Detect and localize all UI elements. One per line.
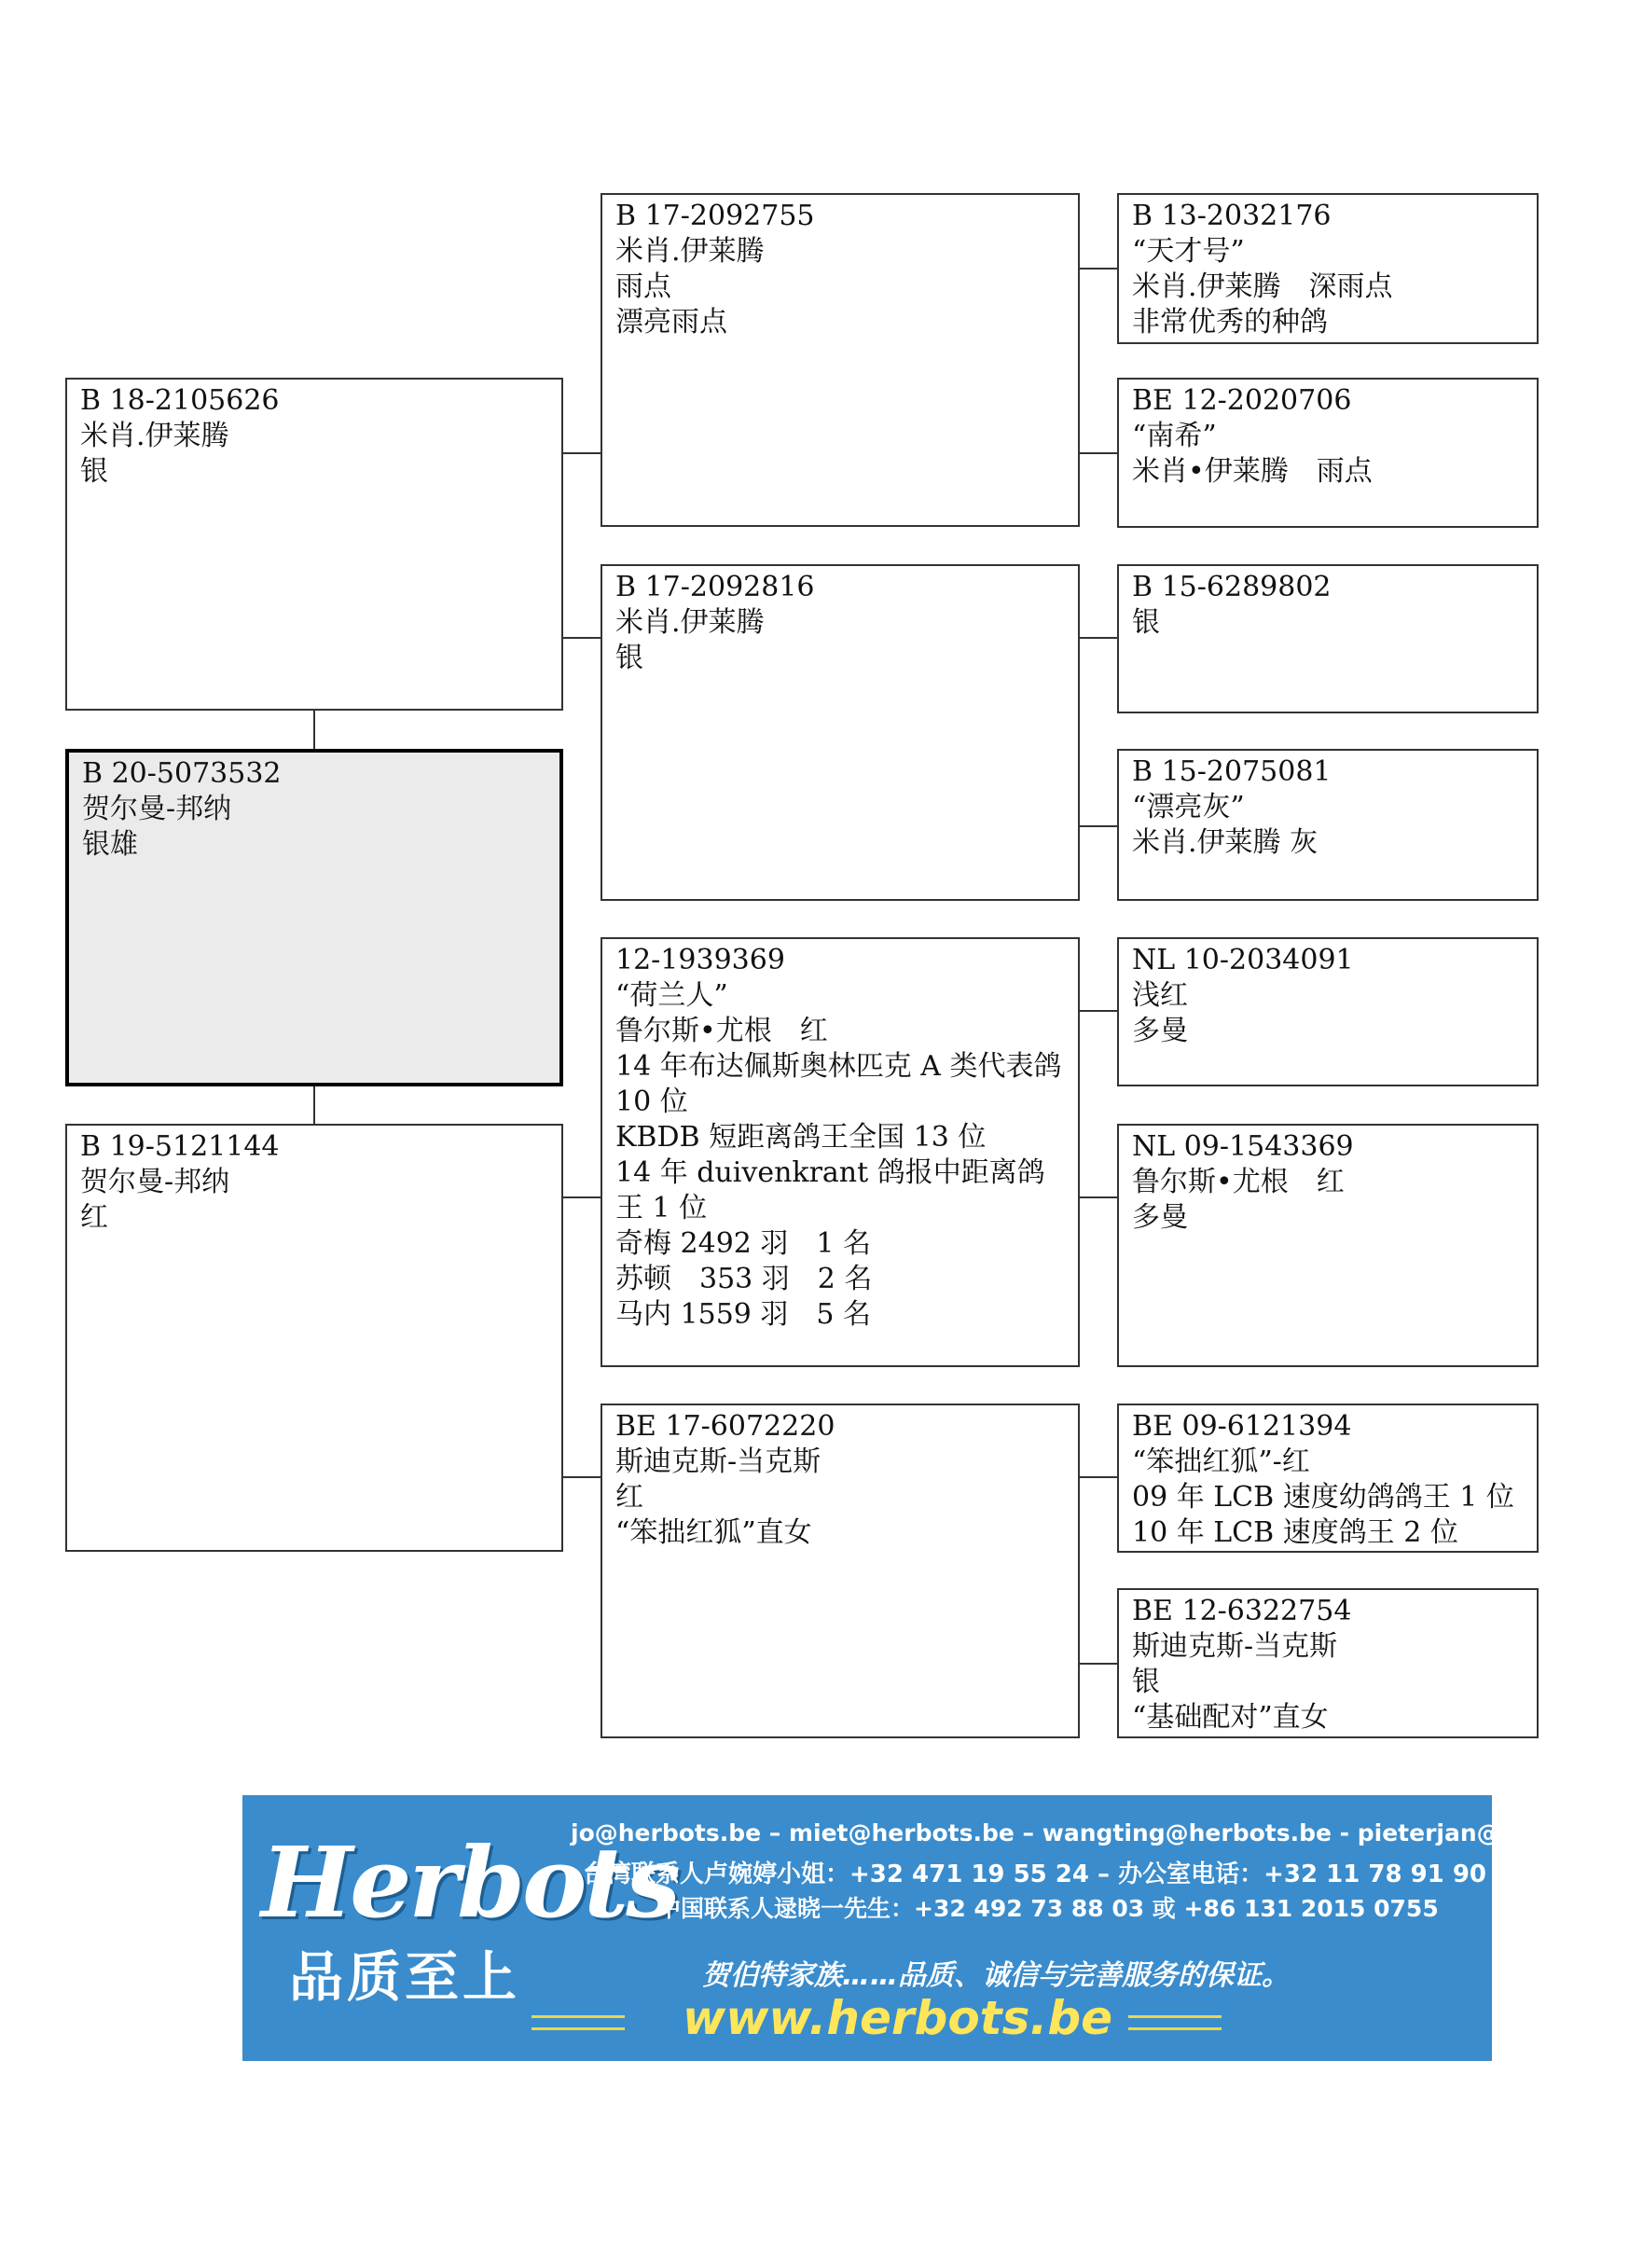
sire-box <box>65 378 563 711</box>
decorative-line <box>532 2015 625 2030</box>
sd-dam-breeder: 米肖.伊莱腾 灰 <box>1132 826 1319 859</box>
connector-line <box>313 1086 315 1124</box>
sire-sire-ring: B 17-2092755 <box>615 200 815 232</box>
dam-sire-box <box>601 937 1080 1367</box>
dd-dam-breeder: 斯迪克斯-当克斯 <box>1132 1630 1338 1663</box>
dd-sire-achievement: 10 年 LCB 速度鸽王 2 位 <box>1132 1516 1458 1549</box>
dd-dam-color: 银 <box>1132 1666 1160 1698</box>
sire-dam-color: 银 <box>615 642 643 674</box>
dam-color: 红 <box>80 1201 108 1234</box>
connector-line <box>563 1196 601 1198</box>
connector-line <box>563 452 601 454</box>
ss-dam-ring: BE 12-2020706 <box>1132 384 1352 417</box>
herbots-banner <box>242 1795 1643 2061</box>
ds-dam-box <box>1117 1124 1539 1367</box>
ds-sire-box <box>1117 937 1539 1086</box>
dam-box <box>65 1124 563 1552</box>
connector-line <box>1080 1476 1117 1478</box>
ss-dam-breeder: 米肖•伊莱腾 雨点 <box>1132 455 1373 488</box>
dd-sire-name: “笨拙红狐”-红 <box>1132 1445 1310 1478</box>
dd-sire-achievement: 09 年 LCB 速度幼鸽鸽王 1 位 <box>1132 1481 1514 1514</box>
connector-line <box>1080 1196 1117 1198</box>
dam-sire-achievement: 14 年布达佩斯奥林匹克 A 类代表鸽 10 位 <box>615 1050 1062 1118</box>
dd-sire-ring: BE 09-6121394 <box>1132 1410 1352 1443</box>
connector-line <box>1080 825 1117 827</box>
connector-line <box>563 637 601 639</box>
ds-sire-breeder: 多曼 <box>1132 1015 1188 1047</box>
banner-slogan: 品质至上 <box>289 1945 521 2009</box>
connector-line <box>1080 1663 1117 1665</box>
dd-dam-note: “基础配对”直女 <box>1132 1701 1329 1734</box>
sire-dam-breeder: 米肖.伊莱腾 <box>615 606 765 639</box>
sire-sire-note: 漂亮雨点 <box>615 306 727 339</box>
dam-sire-result: 奇梅 2492 羽 1 名 <box>615 1227 872 1260</box>
sd-dam-box <box>1117 749 1539 901</box>
subject-breeder: 贺尔曼-邦纳 <box>82 793 232 825</box>
sd-dam-name: “漂亮灰” <box>1132 791 1245 823</box>
dam-dam-breeder: 斯迪克斯-当克斯 <box>615 1445 822 1478</box>
dam-sire-achievement: 14 年 duivenkrant 鸽报中距离鸽王 1 位 <box>615 1156 1045 1224</box>
sire-ring: B 18-2105626 <box>80 384 280 417</box>
herbots-logo: Herbots <box>261 1825 678 1940</box>
ds-dam-ring: NL 09-1543369 <box>1132 1130 1354 1163</box>
ss-sire-breeder: 米肖.伊莱腾 深雨点 <box>1132 270 1393 303</box>
decorative-line <box>1128 2015 1222 2030</box>
taiwan-contact: 台湾联系人卢婉婷小姐：+32 471 19 55 24 – 办公室电话：+32 11 78 91 90 <box>583 1860 1486 1888</box>
contact-emails: jo@herbots.be – miet@herbots.be – wangting@herbots.be - pieterjan@herbots.be <box>571 1819 1643 1846</box>
ss-sire-name: “天才号” <box>1132 235 1245 268</box>
connector-line <box>1080 452 1117 454</box>
connector-line <box>313 711 315 749</box>
dam-sire-breeder: 鲁尔斯•尤根 红 <box>615 1015 828 1047</box>
ss-sire-box <box>1117 193 1539 344</box>
subject-color: 银雄 <box>82 828 138 861</box>
connector-line <box>1080 637 1117 639</box>
dd-dam-ring: BE 12-6322754 <box>1132 1595 1352 1627</box>
dam-sire-result: 马内 1559 羽 5 名 <box>615 1298 872 1331</box>
dam-breeder: 贺尔曼-邦纳 <box>80 1166 230 1198</box>
sire-dam-ring: B 17-2092816 <box>615 571 815 603</box>
ds-dam-breeder: 鲁尔斯•尤根 红 <box>1132 1166 1345 1198</box>
dam-dam-color: 红 <box>615 1481 643 1514</box>
sire-sire-box <box>601 193 1080 527</box>
dam-sire-ring: 12-1939369 <box>615 944 785 976</box>
sire-sire-breeder: 米肖.伊莱腾 <box>615 235 765 268</box>
china-contact: 中国联系人逯晓一先生：+32 492 73 88 03 或 +86 131 2015 0755 <box>657 1895 1439 1922</box>
ss-sire-note: 非常优秀的种鸽 <box>1132 306 1328 339</box>
connector-line <box>563 1476 601 1478</box>
dam-dam-box <box>601 1404 1080 1738</box>
dam-sire-name: “荷兰人” <box>615 979 728 1012</box>
dam-ring: B 19-5121144 <box>80 1130 280 1163</box>
subject-ring: B 20-5073532 <box>82 757 282 790</box>
ss-dam-box <box>1117 378 1539 528</box>
ds-dam-owner: 多曼 <box>1132 1201 1188 1234</box>
connector-line <box>1080 1010 1117 1012</box>
banner-motto: 贺伯特家族……品质、诚信与完善服务的保证。 <box>702 1959 1290 1992</box>
dam-sire-achievement: KBDB 短距离鸽王全国 13 位 <box>615 1121 987 1154</box>
dam-dam-note: “笨拙红狐”直女 <box>615 1516 812 1549</box>
website-link[interactable]: www.herbots.be <box>683 1991 1113 2045</box>
connector-line <box>1080 268 1117 270</box>
sd-sire-ring: B 15-6289802 <box>1132 571 1332 603</box>
ss-dam-name: “南希” <box>1132 420 1217 452</box>
dd-dam-box <box>1117 1588 1539 1738</box>
sire-color: 银 <box>80 455 108 488</box>
sd-sire-color: 银 <box>1132 606 1160 639</box>
dam-sire-result: 苏顿 353 羽 2 名 <box>615 1263 873 1295</box>
sire-sire-color: 雨点 <box>615 270 671 303</box>
ds-sire-color: 浅红 <box>1132 979 1188 1012</box>
subject-box <box>65 749 563 1086</box>
ds-sire-ring: NL 10-2034091 <box>1132 944 1354 976</box>
sd-sire-box <box>1117 564 1539 713</box>
sd-dam-ring: B 15-2075081 <box>1132 755 1332 788</box>
sire-breeder: 米肖.伊莱腾 <box>80 420 229 452</box>
sire-dam-box <box>601 564 1080 901</box>
dd-sire-box <box>1117 1404 1539 1553</box>
ss-sire-ring: B 13-2032176 <box>1132 200 1332 232</box>
dam-dam-ring: BE 17-6072220 <box>615 1410 835 1443</box>
